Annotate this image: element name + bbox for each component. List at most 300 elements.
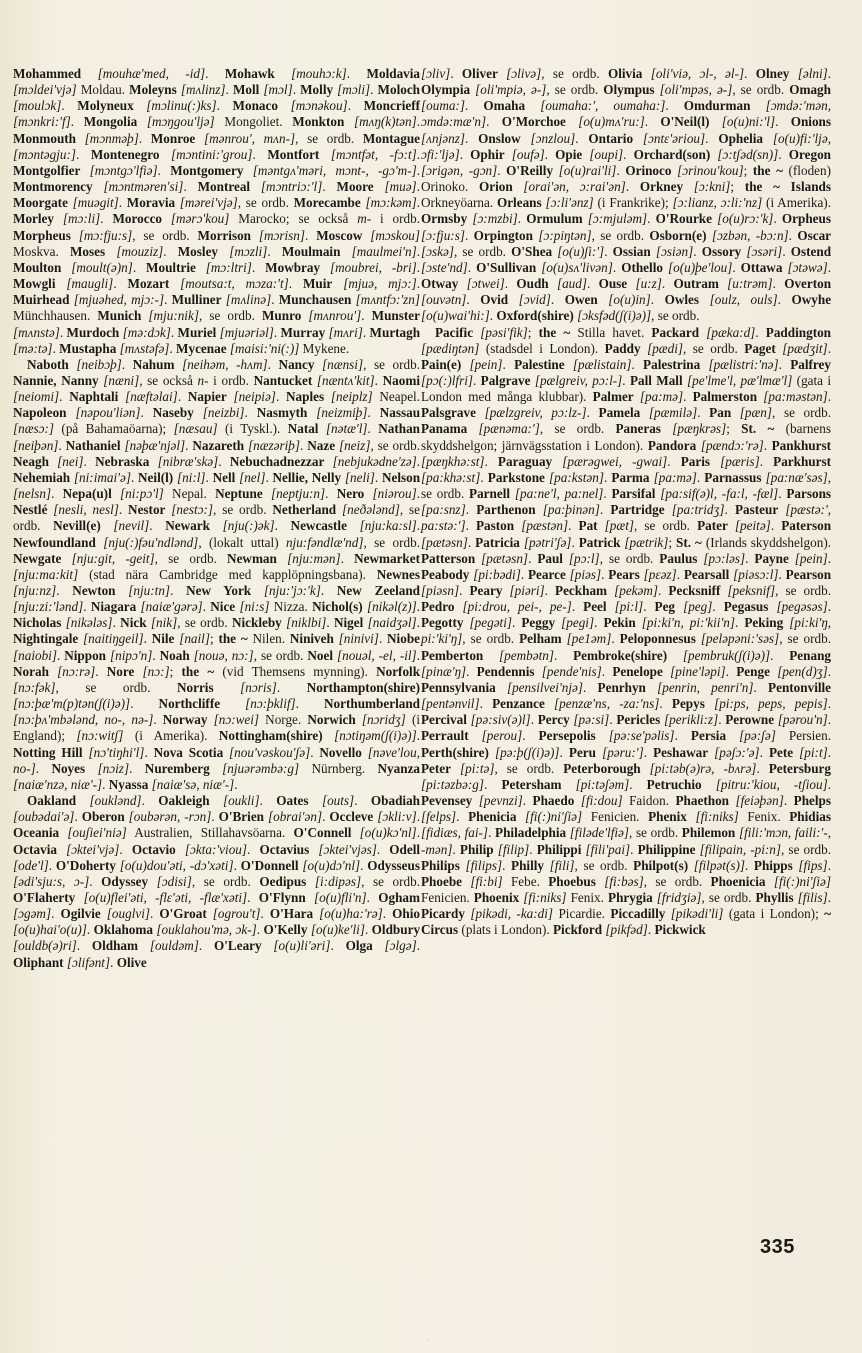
headword: Morecambe	[293, 195, 361, 211]
pronunciation: [pitru:'kiou, -tʃiou]	[715, 776, 828, 792]
headword: Paul	[537, 550, 563, 566]
headword: Nero	[336, 486, 365, 502]
headword: Parsifal	[611, 486, 656, 502]
pronunciation: [filis]	[797, 889, 828, 905]
headword: Oedipus	[259, 873, 307, 889]
headword: Montgomery	[170, 162, 244, 178]
right-column	[421, 66, 831, 938]
pronunciation: [o(u)mʌ'ru:]	[578, 114, 645, 130]
headword: Ontario	[588, 130, 634, 146]
pronunciation: [o(u)kɔ'nl]	[359, 825, 417, 841]
headword: O'Hara	[269, 906, 314, 922]
headword: Nelson	[381, 469, 421, 485]
pronunciation: [nik]	[150, 615, 178, 631]
pronunciation: [pein]	[794, 550, 828, 566]
headword: Montgolfier	[13, 162, 81, 178]
pronunciation: [pəsi'fik]	[480, 324, 528, 340]
pronunciation: [pensilvei'njə]	[506, 679, 584, 695]
headword: Orpheus	[781, 211, 832, 227]
headword: Opie	[555, 146, 583, 162]
headword: O'Shea	[511, 243, 553, 259]
headword: Pelham	[519, 631, 562, 647]
pronunciation: n-	[197, 372, 209, 388]
pronunciation: [nɔ'tiŋhi'l]	[88, 744, 145, 760]
headword: Naze	[307, 437, 336, 453]
headword: Palestrina	[643, 356, 701, 372]
headword: Nannie, Nanny	[13, 372, 99, 388]
headword: Mustapha	[59, 340, 117, 356]
headword: Omdurman	[683, 98, 751, 114]
headword: O'Flaherty	[13, 889, 76, 905]
pronunciation: [ɔ:li'ənz]	[545, 195, 594, 211]
headword: Osborn(e)	[649, 227, 707, 243]
pronunciation: [moult(ə)n]	[71, 259, 133, 275]
headword: Peckham	[555, 583, 608, 598]
headword: Nazareth	[192, 437, 245, 453]
pronunciation: [ɔliv]	[421, 66, 451, 81]
headword: Olive	[116, 954, 147, 970]
headword: Moravia	[126, 195, 176, 211]
pronunciation: [neiþən]	[13, 437, 59, 453]
pronunciation: [nɔiz]	[97, 760, 130, 776]
pronunciation: [o(u)flei'əti, -flɛ'əti, -flæ'xəti]	[83, 889, 248, 905]
headword: Philippine	[637, 841, 696, 857]
headword: Paneras	[615, 421, 661, 437]
headword: Ophir	[470, 146, 505, 162]
pronunciation: [nikəl(z)]	[366, 599, 417, 615]
pronunciation: [pi:təzbə:g]	[421, 776, 484, 792]
headword: Paston	[475, 518, 515, 534]
headword: Pegotty	[421, 615, 464, 631]
headword: Newnes	[376, 566, 420, 582]
headword: Moorgate	[13, 195, 68, 211]
headword: Napoleon	[13, 405, 67, 421]
pronunciation: [mɔntmərenʹsi]	[103, 179, 184, 195]
pronunciation: [næsɔ:]	[13, 421, 55, 437]
headword: Moultrie	[146, 259, 196, 275]
pronunciation: [filip]	[497, 841, 530, 857]
pronunciation: [nəþæ'njəl]	[124, 437, 186, 453]
pronunciation: [mjuə, mjɔ:]	[343, 276, 417, 292]
pronunciation: [mɔskou]	[370, 227, 421, 243]
pronunciation: [næni]	[103, 372, 140, 388]
headword: Nottingham(shire)	[218, 728, 323, 744]
headword: O'Flynn	[258, 889, 306, 905]
headword: Patterson	[421, 550, 476, 566]
pronunciation: [nɔ:þʌ'mbələnd, no-, nə-]	[13, 712, 154, 728]
headword: Onions	[790, 114, 832, 130]
headword: Ottawa	[740, 259, 783, 275]
pronunciation: [mʌlinz]	[180, 82, 226, 98]
headword: Paget	[744, 340, 776, 356]
headword: Pemberton	[421, 647, 484, 663]
pronunciation: [pæstən]	[521, 518, 569, 534]
headword: Newton	[72, 583, 116, 598]
pronunciation: [u:trəm]	[727, 276, 773, 292]
pronunciation: [pa:næ'səs]	[765, 469, 828, 485]
pronunciation: [pæris]	[720, 453, 760, 469]
pronunciation: [pegəti]	[469, 615, 513, 631]
pronunciation: [nju(:)fəu'ndlənd]	[103, 534, 199, 550]
pronunciation: [ɔlgə]	[384, 938, 417, 954]
headword: Nyanza	[377, 760, 421, 776]
headword: Morley	[13, 211, 55, 227]
headword: Munster	[371, 308, 420, 324]
headword: Natal	[287, 421, 319, 437]
entry-paragraph: Naboth [neibɔþ]. Nahum [neihəm, -hʌm]. Nancy [nænsi], se ordb. Nannie, Nanny [næni], se också n- i ordb. Nantucket [næntʌ'kit]. Naomi [neiomi]. Naphtali [næftəlai]. Napier [neipiə]. Naples [neiplz] Neapel. Napoleon [nəpou'liən]. Naseby [neizbi]. Nasmyth [neizmiþ]. Nassau [næsɔ:] (på Bahamaöarna); [næsau] (i Tyskl.). Natal [nətæ'l]. Nathan [neiþən]. Nathaniel [nəþæ'njəl]. Nazareth [næzəriþ]. Naze [neiz], se ordb. Neagh [nei]. Nebraska [nibræ'skə]. Nebuchadnezzar [nebjukədne'zə]. Nehemiah [ni:imai'ə]. Neil(l) [ni:l]. Nell [nel]. Nellie, Nelly [neli]. Nelson [nelsn]. Nepa(u)l [ni:pɔ'l] Nepal. Neptune [neptju:n]. Nero [niərou]. Nestlé [nesli, nesl]. Nestor [nestɔ:], se ordb. Netherland [neðələnd], se ordb. Nevill(e) [nevil]. Newark [nju(:)ək]. Newcastle [nju:ka:sl]. Newfoundland [nju(:)fəu'ndlənd], (lokalt uttal) nju:fəndlæ'nd], se ordb. Newgate [nju:git, -geit], se ordb. Newman [nju:mən]. Newmarket [nju:ma:kit] (stad nära Cambridge med kapplöpningsbana). Newnes [nju:nz]. Newton [nju:tn]. New York [nju:'jɔ:'k]. New Zeeland [nju:zi:'lənd]. Niagara [naiæ'gərə]. Nice [ni:s] Nizza. Nichol(s) [nikəl(z)]. Nicholas [nikələs]. Nick [nik], se ordb. Nickleby [niklbi]. Nigel [naidʒəl]. Nightingale [naitiŋgeil]. Nile [nail]; the ~ Nilen. Niniveh [ninivi]. Niobe [naiobi]. Nippon [nipɔ'n]. Noah [nouə, nɔ:], se ordb. Noel [nouəl, -el, -il]. Norah [nɔ:rə]. Nore [nɔ:]; the ~ (vid Themsens mynning). Norfolk [nɔ:fək], se ordb. Norris [nɔris]. Northampton(shire) [nɔ:þæ'm(p)tən(ʃ(i)ə)]. Northcliffe [nɔ:þklif]. Northumberland [nɔ:þʌ'mbələnd, no-, nə-]. Norway [nɔ:wei] Norge. Norwich [nɔridʒ] (i England); [nɔ:witʃ] (i Amerika). Nottingham(shire) [nɔtiŋəm(ʃ(i)ə)]. Notting Hill [nɔ'tiŋhi'l]. Nova Scotia [nou'vəskou'ʃə]. Novello [nəve'lou, no-]. Noyes [nɔiz]. Nuremberg [njuərəmbə:g] Nürnberg. Nyanza [naiæ'nzə, niæ'-]. Nyassa [naiæ'sə, niæ'-].	[13, 356, 421, 792]
pronunciation: [nju(:)ək]	[222, 518, 275, 534]
headword: Paterson	[781, 518, 832, 534]
headword: Naseby	[152, 405, 194, 421]
pronunciation: [mʌlinə]	[225, 292, 272, 308]
headword: Morocco	[112, 211, 163, 227]
headword: Owyhe	[791, 292, 832, 308]
headword: Picardy	[421, 906, 465, 922]
entry-paragraph: Pacific [pəsi'fik]; the ~ Stilla havet. Packard [pæka:d]. Paddington [pædiŋtən] (stadsdel i London). Paddy [pædi], se ordb. Paget [pædʒit]. Pain(e) [pein]. Palestine [pælistain]. Palestrina [pælistri:'nə]. Palfrey [pɔ(:)lfri]. Palgrave [pælgreiv, pɔ:l-]. Pall Mall [pe'lme'l, pæ'lmæ'l] (gata i London med många klubbar). Palmer [pa:mə]. Palmerston [pa:məstən]. Palsgrave [pælzgreiv, pɔ:lz-]. Pamela [pæmilə]. Pan [pæn], se ordb. Panama [pænəma:'], se ordb. Paneras [pæŋkrəs]; St. ~ (barnens skyddshelgon; järnvägsstation i London). Pandora [pændɔ:'rə]. Pankhurst [pæŋkhə:st]. Paraguay [pærəgwei, -gwai]. Paris [pæris]. Parkhurst [pa:khə:st]. Parkstone [pa:kstən]. Parma [pa:mə]. Parnassus [pa:næ'səs], se ordb. Parnell [pa:ne'l, pa:nel]. Parsifal [pa:sif(ə)l, -fa:l, -fæl]. Parsons [pa:snz]. Parthenon [pa:þinən]. Partridge [pa:tridʒ]. Pasteur [pæstə:', pa:stə:']. Paston [pæstən]. Pat [pæt], se ordb. Pater [peitə]. Paterson [pætəsn]. Patricia [pətri'ʃə]. Patrick [pætrik]; St. ~ (Irlands skyddshelgon). Patterson [pætəsn]. Paul [pɔ:l], se ordb. Paulus [pɔ:ləs]. Payne [pein]. Peabody [pi:bədi]. Pearce [piəs]. Pears [pɛəz]. Pearsall [piəsɔ:l]. Pearson [piəsn]. Peary [piəri]. Peckham [pekəm]. Pecksniff [peksnif], se ordb. Pedro [pi:drou, pei-, pe-]. Peel [pi:l]. Peg [peg]. Pegasus [pegəsəs]. Pegotty [pegəti]. Peggy [pegi]. Pekin [pi:ki'n, pi:'kii'n]. Peking [pi:ki'ŋ, pi:'ki'ŋ], se ordb. Pelham [pe1əm]. Peloponnesus [peləpəni:'səs], se ordb. Pemberton [pembətn]. Pembroke(shire) [pembruk(ʃ(i)ə)]. Penang [pinæ'ŋ]. Pendennis [pende'nis]. Penelope [pine'ləpi]. Penge [pen(d)ʒ]. Pennsylvania [pensilvei'njə]. Penrhyn [penrin, penri'n]. Pentonville [pentənvil]. Penzance [penzæ'ns, -za:'ns]. Pepys [pi:ps, peps, pepis]. Percival [pə:siv(ə)l]. Percy [pə:si]. Pericles [perikli:z]. Perowne [pərou'n]. Perrault [perou]. Persepolis [pə:se'pəlis]. Persia [pə:ʃə] Persien. Perth(shire) [pə:þ(ʃ(i)ə)]. Peru [pəru:']. Peshawar [pəʃɔ:'ə]. Pete [pi:t]. Peter [pi:tə], se ordb. Peterborough [pi:təb(ə)rə, -bʌrə]. Petersburg [pi:təzbə:g]. Petersham [pi:təʃəm]. Petruchio [pitru:'kiou, -tʃiou]. Pevensey [pevnzi]. Phaedo [fi:dou] Faidon. Phaethon [feiəþən]. Phelps [felps]. Phenicia [fi(:)ni'ʃiə] Fenicien. Phenix [fi:niks] Fenix. Phidias [fidiæs, fai-]. Philadelphia [filəde'lfiə], se ordb. Philemon [fili:'mɔn, faili:'-, -mən]. Philip [filip]. Philippi [fili'pai]. Philippine [filipain, -pi:n], se ordb. Philips [filips]. Philly [fili], se ordb. Philpot(s) [filpət(s)]. Phipps [fips]. Phoebe [fi:bi] Febe. Phoebus [fi:bəs], se ordb. Phoenicia [fi(:)ni'ʃiə] Fenicien. Phoenix [fi:niks] Fenix. Phrygia [fridʒiə], se ordb. Phyllis [filis]. Picardy [pikədi, -ka:di] Picardie. Piccadilly [pikədi'li] (gata i London); ~ Circus (plats i London). Pickford [pikfəd]. Pickwick	[421, 324, 832, 938]
pronunciation: [ni:pɔ'l]	[119, 486, 164, 502]
headword: Nichol(s)	[312, 599, 363, 615]
headword: Oudh	[516, 276, 549, 292]
headword: Noel	[307, 647, 333, 663]
pronunciation: [ode'l]	[13, 857, 49, 873]
headword: Pamela	[598, 405, 641, 421]
pronunciation: [pædi]	[647, 340, 683, 356]
headword: Partridge	[610, 502, 665, 518]
pronunciation: [mɔ:ltri]	[205, 259, 252, 275]
headword: Octavius	[259, 841, 310, 857]
pronunciation: [næftəlai]	[125, 389, 178, 405]
pronunciation: [nebjukədne'zə]	[332, 453, 417, 469]
headword: Montague	[362, 130, 421, 146]
headword: Newmarket	[354, 550, 421, 566]
pronunciation: [peləpəni:'səs]	[700, 631, 780, 647]
headword: the ~	[538, 324, 571, 340]
pronunciation: [naiæ'gərə]	[140, 599, 203, 615]
pronunciation: [mərei'vjə]	[179, 195, 238, 211]
headword: Pevensey	[421, 793, 473, 809]
pronunciation: [neipiə]	[233, 389, 276, 405]
headword: Ossian	[612, 243, 651, 259]
headword: Ormsby	[421, 211, 468, 227]
pronunciation: [ɔnzlou]	[530, 130, 576, 146]
headword: Pericles	[616, 712, 661, 728]
pronunciation: [fi:dou]	[580, 793, 623, 809]
pronunciation: [ɔ:mzbi]	[472, 211, 518, 227]
pronunciation: [nikələs]	[65, 615, 113, 631]
headword: Munchausen	[278, 292, 352, 308]
headword: Paddington	[765, 324, 832, 340]
pronunciation: [nɔ:fək]	[13, 679, 56, 695]
headword: Mowgli	[13, 276, 56, 292]
headword: Nile	[151, 631, 175, 647]
page-number: 335	[760, 1236, 795, 1258]
headword: Peg	[654, 599, 676, 615]
pronunciation: [pɛəz]	[643, 566, 677, 582]
pronunciation: [pikədi, -ka:di]	[470, 906, 554, 922]
pronunciation: [mɔ:li]	[62, 211, 101, 227]
headword: Orkney	[639, 179, 684, 195]
headword: Oldbury	[371, 922, 421, 938]
pronunciation: [filipain, -pi:n]	[699, 841, 782, 857]
headword: Ohio	[392, 906, 420, 922]
pronunciation: [pi:təb(ə)rə, -bʌrə]	[649, 760, 757, 776]
headword: Pembroke(shire)	[573, 647, 668, 663]
pronunciation: [mɔntini:'grou]	[171, 146, 253, 162]
headword: Newark	[165, 518, 210, 534]
headword: New Zeeland	[336, 583, 420, 598]
pronunciation: [mɔ:fju:s]	[78, 227, 133, 243]
pronunciation: [pætrik]	[624, 534, 669, 550]
pronunciation: [o(u)fi:'ljə, ɔfi:'ljə]	[421, 130, 831, 162]
headword: O'Donnell	[240, 857, 299, 873]
headword: Moleyns	[129, 82, 177, 98]
headword: Niagara	[90, 599, 137, 615]
pronunciation: [ɔste'nd]	[421, 259, 468, 275]
headword: Oscar	[797, 227, 832, 243]
pronunciation: [ɔ:kni]	[693, 179, 731, 195]
headword: Muir	[302, 276, 333, 292]
pronunciation: [fili'pai]	[585, 841, 631, 857]
headword: Notting Hill	[13, 744, 83, 760]
headword: Obadiah	[370, 793, 421, 809]
pronunciation: [nou'vəskou'ʃə]	[229, 744, 311, 760]
pronunciation: [pevnzi]	[478, 793, 523, 809]
pronunciation: [pəru:']	[602, 744, 644, 760]
pronunciation: [naiæ'sə, niæ'-]	[151, 776, 235, 792]
headword: Oceania	[13, 825, 60, 841]
headword: Pankhurst	[771, 437, 831, 453]
pronunciation: [ɔ:fju:s]	[421, 227, 465, 243]
pronunciation: [oulz, ouls]	[709, 292, 778, 308]
pronunciation: [ədi'sju:s, ɔ-]	[13, 873, 90, 889]
headword: Parthenon	[476, 502, 536, 518]
pronunciation: [pembətn]	[499, 647, 554, 663]
pronunciation: [nɔ:]	[142, 663, 170, 679]
pronunciation: [pegəsəs]	[776, 599, 828, 615]
pronunciation: [əlni]	[797, 66, 828, 81]
pronunciation: [maugli]	[66, 276, 114, 292]
headword: Pendennis	[476, 663, 535, 679]
pronunciation: [oli'mpiə, ə-]	[475, 82, 547, 98]
headword: Oberon	[81, 809, 125, 825]
pronunciation: [neihəm, -hʌm]	[182, 356, 268, 372]
headword: Palsgrave	[421, 405, 476, 421]
pronunciation: [pe1əm]	[566, 631, 612, 647]
headword: Petersham	[501, 776, 562, 792]
pronunciation: [ɔ:piŋtən]	[538, 227, 592, 243]
headword: Montreal	[197, 179, 251, 195]
pronunciation: [fi:bi]	[470, 873, 503, 889]
pronunciation: [pekəm]	[614, 583, 659, 598]
headword: O'Leary	[214, 938, 262, 954]
pronunciation: [pætəsn]	[421, 534, 468, 550]
headword: Neagh	[13, 453, 49, 469]
pronunciation: [pərou'n]	[777, 712, 828, 728]
pronunciation: [mənrou', mʌn-]	[203, 130, 296, 146]
headword: Peloponnesus	[619, 631, 696, 647]
headword: Peter	[421, 760, 452, 776]
left-column	[13, 66, 420, 971]
headword: Palmerston	[692, 389, 758, 405]
pronunciation: [nju:zi:'lənd]	[13, 599, 84, 615]
pronunciation: [filips]	[465, 857, 503, 873]
headword: Perth(shire)	[421, 744, 489, 760]
pronunciation: [nju:git, -geit]	[71, 550, 155, 566]
pronunciation: [ouvətn]	[421, 292, 467, 308]
headword: Nathaniel	[65, 437, 121, 453]
headword: Munro	[261, 308, 302, 324]
headword: Pickwick	[654, 922, 706, 938]
headword: Paulus	[659, 550, 698, 566]
pronunciation: [ouldəm]	[149, 938, 199, 954]
pronunciation: [oli'mpəs, ə-]	[659, 82, 733, 98]
headword: Noah	[159, 647, 190, 663]
pronunciation: [mɔ:kəm]	[365, 195, 417, 211]
headword: Nick	[120, 615, 147, 631]
pronunciation: [niklbi]	[286, 615, 327, 631]
pronunciation: [ɔvid]	[518, 292, 551, 308]
headword: Munich	[97, 308, 142, 324]
headword: Naples	[286, 389, 325, 405]
headword: Muirhead	[13, 292, 70, 308]
pronunciation: [nju:ka:sl]	[359, 518, 417, 534]
headword: Moses	[69, 243, 106, 259]
headword: Moore	[336, 179, 374, 195]
pronunciation: [orai'ən, ɔ:rai'ən]	[523, 179, 626, 195]
pronunciation: [pətri'ʃə]	[523, 534, 572, 550]
headword: Ormulum	[526, 211, 583, 227]
headword: O'Rourke	[655, 211, 712, 227]
headword: Nebraska	[95, 453, 150, 469]
headword: Payne	[754, 550, 789, 566]
headword: Nahum	[132, 356, 175, 372]
pronunciation: [pə:si]	[573, 712, 610, 728]
pronunciation: [pende'nis]	[541, 663, 602, 679]
headword: the ~ Islands	[744, 179, 832, 195]
headword: Pacific	[435, 324, 474, 340]
pronunciation: [mə:dɔk]	[122, 324, 171, 340]
entry-paragraph: Oakland [ouklənd]. Oakleigh [oukli]. Oates [outs]. Obadiah [oubədai'ə]. Oberon [oubərən, -rɔn]. O'Brien [obrai'ən]. Occleve [ɔkli:v]. Oceania [ouʃiei'niə] Australien, Stillahavsöarna. O'Connell [o(u)kɔ'nl]. Octavia [ɔktei'vjə]. Octavio [ɔkta:'viou]. Octavius [ɔktei'vjəs]. Odell [ode'l]. O'Doherty [o(u)dou'əti, -dɔ'xəti]. O'Donnell [o(u)dɔ'nl]. Odysseus [ədi'sju:s, ɔ-]. Odyssey [ɔdisi], se ordb. Oedipus [i:dipəs], se ordb. O'Flaherty [o(u)flei'əti, -flɛ'əti, -flæ'xəti]. O'Flynn [o(u)fli'n]. Ogham [ɔgəm]. Ogilvie [ouglvi]. O'Groat [ogrou't]. O'Hara [o(u)ha:'rə]. Ohio [o(u)hai'o(u)]. Oklahoma [ouklahou'mə, ɔk-]. O'Kelly [o(u)ke'li]. Oldbury [ouldb(ə)ri]. Oldham [ouldəm]. O'Leary [o(u)li'əri]. Olga [ɔlgə]. Oliphant [ɔlifənt]. Olive	[13, 793, 421, 970]
headword: Ossory	[701, 243, 742, 259]
headword: Moulmain	[281, 243, 341, 259]
headword: Nehemiah	[13, 469, 71, 485]
pronunciation: [naiæ'nzə, niæ'-]	[13, 776, 103, 792]
headword: Phidias	[789, 809, 832, 825]
headword: Olney	[755, 66, 790, 81]
headword: Pekin	[603, 615, 636, 631]
pronunciation: [neiz]	[338, 437, 371, 453]
pronunciation: [ɔkli:v]	[377, 809, 417, 825]
pronunciation: [pælzgreiv, pɔ:lz-]	[484, 405, 587, 421]
pronunciation: [pein]	[469, 356, 503, 372]
headword: Olympus	[603, 82, 655, 98]
headword: Peabody	[421, 566, 470, 582]
headword: Philemon	[681, 825, 736, 841]
headword: Philadelphia	[495, 825, 567, 841]
pronunciation: [ogrou't]	[212, 906, 261, 922]
headword: New York	[186, 583, 252, 598]
pronunciation: [naidʒəl]	[367, 615, 417, 631]
pronunciation: [ɔktei'vjə]	[66, 841, 120, 857]
pronunciation: [ni:l]	[176, 469, 206, 485]
pronunciation: [ɔlifənt]	[66, 954, 111, 970]
headword: Pasteur	[734, 502, 779, 518]
headword: Palmer	[592, 389, 634, 405]
pronunciation: [pi:ki'n, pi:'kii'n]	[641, 615, 735, 631]
headword: Percy	[537, 712, 570, 728]
pronunciation: [pi:l]	[614, 599, 644, 615]
pronunciation: [ɔmdə:'mən, ɔmdə:mæ'n]	[421, 98, 831, 130]
headword: Monkton	[292, 114, 345, 130]
headword: Oates	[276, 793, 309, 809]
headword: Nova Scotia	[153, 744, 224, 760]
pronunciation: [mɔŋgou'ljə]	[146, 114, 215, 130]
pronunciation: [ouglvi]	[106, 906, 151, 922]
headword: Orpington	[473, 227, 533, 243]
headword: Oregon	[788, 146, 831, 162]
pronunciation: [næntʌ'kit]	[316, 372, 375, 388]
headword: Norfolk	[376, 663, 421, 679]
headword: Mohammed	[13, 66, 82, 81]
headword: Paraguay	[497, 453, 553, 469]
pronunciation: [pædiŋtən]	[421, 340, 480, 356]
headword: Morpheus	[13, 227, 71, 243]
headword: Mongolia	[83, 114, 138, 130]
headword: Olympia	[421, 82, 471, 98]
headword: Philips	[421, 857, 460, 873]
pronunciation: [pa:tridʒ]	[671, 502, 725, 518]
headword: Moulton	[13, 259, 62, 275]
headword: Nestlé	[13, 502, 48, 518]
headword: Pain(e)	[421, 356, 462, 372]
headword: Penelope	[612, 663, 663, 679]
pronunciation: [mʌŋ(k)tən]	[353, 114, 417, 130]
pronunciation: [pa:mə]	[639, 389, 684, 405]
pronunciation: [o(u)dɔ'nl]	[302, 857, 361, 873]
pronunciation: [mʌri]	[328, 324, 363, 340]
headword: Persepolis	[538, 728, 596, 744]
headword: O'Sullivan	[476, 259, 537, 275]
pronunciation: [nəpou'liən]	[75, 405, 141, 421]
pronunciation: [pæŋkhə:st]	[421, 453, 485, 469]
headword: Odell	[389, 841, 421, 857]
pronunciation: [piəs]	[569, 566, 602, 582]
pronunciation: [nɔ:rə]	[57, 663, 96, 679]
headword: Pandora	[647, 437, 697, 453]
pronunciation: [fi:niks]	[695, 809, 739, 825]
pronunciation: [pikədi'li]	[670, 906, 724, 922]
headword: Oliphant	[13, 954, 64, 970]
pronunciation: [nei]	[57, 453, 84, 469]
headword: the ~	[181, 663, 215, 679]
pronunciation: [mɔldei'vjə]	[13, 82, 77, 98]
headword: Muriel	[177, 324, 217, 340]
pronunciation: [piəsn]	[421, 583, 460, 598]
headword: Moscow	[316, 227, 363, 243]
pronunciation: [mɔnkri:'f]	[13, 114, 71, 130]
pronunciation: [pælistri:'nə]	[708, 356, 779, 372]
headword: Paddy	[604, 340, 641, 356]
pronunciation: [felps]	[421, 809, 457, 825]
headword: Niniveh	[289, 631, 334, 647]
headword: O'Brien	[218, 809, 265, 825]
headword: Naphtali	[69, 389, 119, 405]
pronunciation: [o(u)dou'əti, -dɔ'xəti]	[119, 857, 234, 873]
pronunciation: [ɔ:lianz, ɔ:li:'nz]	[672, 195, 763, 211]
headword: Neptune	[215, 486, 263, 502]
headword: Pennsylvania	[421, 679, 496, 695]
headword: Mycenae	[176, 340, 227, 356]
